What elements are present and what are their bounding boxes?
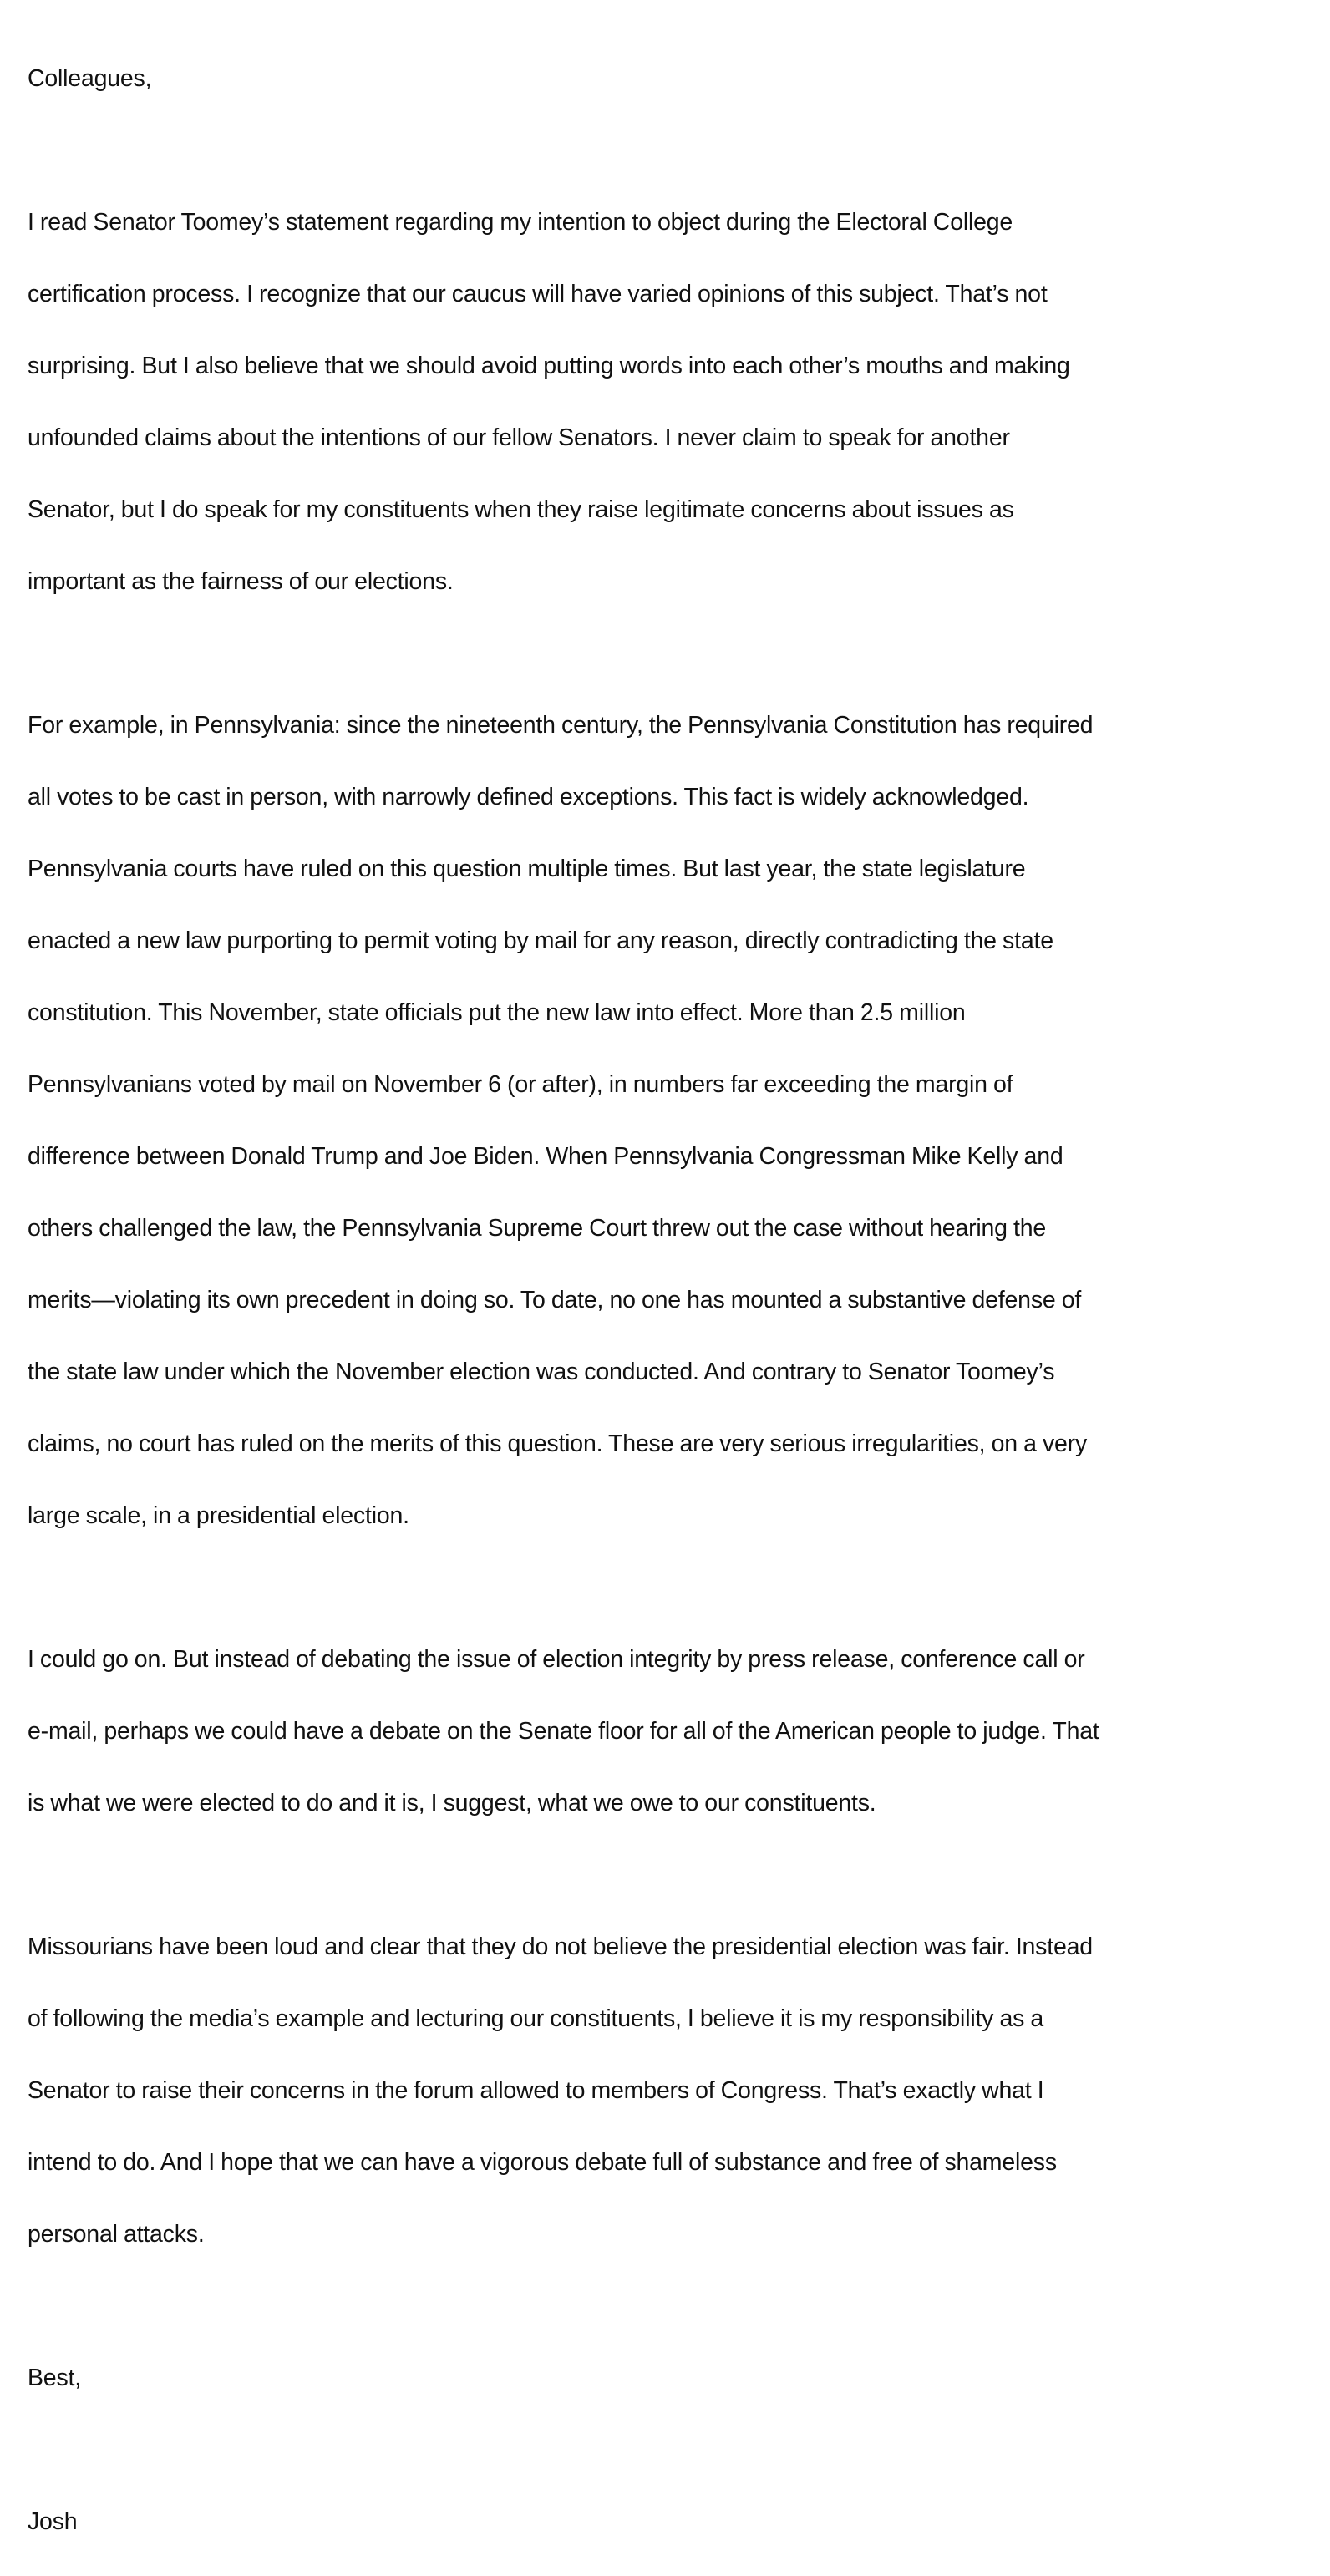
text-line: is what we were elected to do and it is, I suggest, what we owe to our constituents. <box>28 1790 876 1816</box>
paragraph-1 <box>28 169 1297 636</box>
text-line: For example, in Pennsylvania: since the nineteenth century, the Pennsylvania Constitution has required <box>28 712 1094 739</box>
text-line: Pennsylvanians voted by mail on November 6 (or after), in numbers far exceeding the margin of <box>28 1071 1013 1098</box>
paragraph-3 <box>28 1606 1297 1857</box>
text-line: surprising. But I also believe that we should avoid putting words into each other’s mouths and making <box>28 353 1070 379</box>
text-line: the state law under which the November election was conducted. And contrary to Senator Toomey’s <box>28 1359 1055 1385</box>
text-line: certification process. I recognize that our caucus will have varied opinions of this subject. That’s not <box>28 281 1048 307</box>
text-line: all votes to be cast in person, with narrowly defined exceptions. This fact is widely acknowledged. <box>28 784 1029 810</box>
paragraph-2 <box>28 672 1297 1570</box>
text-line: Missourians have been loud and clear that they do not believe the presidential election was fair. Instead <box>28 1933 1093 1960</box>
text-line: of following the media’s example and lecturing our constituents, I believe it is my responsibility as a <box>28 2005 1044 2032</box>
text-line: others challenged the law, the Pennsylvania Supreme Court threw out the case without hearing the <box>28 1215 1047 1242</box>
text-line: merits—violating its own precedent in doing so. To date, no one has mounted a substantive defense of <box>28 1287 1082 1313</box>
signature: Josh <box>28 2508 78 2535</box>
text-line: large scale, in a presidential election. <box>28 1502 409 1529</box>
paragraph-4 <box>28 1893 1297 2289</box>
text-line: personal attacks. <box>28 2221 205 2248</box>
text-line: I read Senator Toomey’s statement regarding my intention to object during the Electoral College <box>28 209 1013 236</box>
closing: Best, <box>28 2365 81 2391</box>
text-line: unfounded claims about the intentions of our fellow Senators. I never claim to speak for another <box>28 424 1010 451</box>
text-line: claims, no court has ruled on the merits of this question. These are very serious irregularities, on a very <box>28 1430 1088 1457</box>
text-line: difference between Donald Trump and Joe Biden. When Pennsylvania Congressman Mike Kelly and <box>28 1143 1063 1170</box>
text-line: enacted a new law purporting to permit voting by mail for any reason, directly contradicting the state <box>28 927 1053 954</box>
text-line: I could go on. But instead of debating the issue of election integrity by press release, conference call or <box>28 1646 1085 1673</box>
text-line: e-mail, perhaps we could have a debate on the Senate floor for all of the American people to judge. That <box>28 1718 1099 1745</box>
text-line: important as the fairness of our elections. <box>28 568 454 595</box>
salutation: Colleagues, <box>28 65 152 92</box>
text-line: Senator, but I do speak for my constituents when they raise legitimate concerns about issues as <box>28 496 1014 523</box>
text-line: Pennsylvania courts have ruled on this question multiple times. But last year, the state legislature <box>28 856 1026 882</box>
text-line: Senator to raise their concerns in the forum allowed to members of Congress. That’s exactly what I <box>28 2077 1044 2104</box>
text-line: intend to do. And I hope that we can have a vigorous debate full of substance and free of shameless <box>28 2149 1057 2176</box>
text-line: constitution. This November, state officials put the new law into effect. More than 2.5 million <box>28 999 966 1026</box>
